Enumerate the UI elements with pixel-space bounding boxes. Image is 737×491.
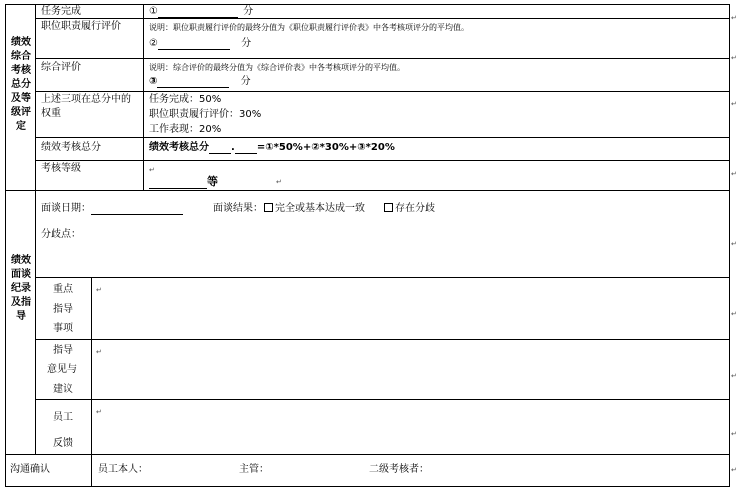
- task-circle: ①: [149, 6, 158, 17]
- section-evaluation-label: 绩效综合考核总分及等级评定: [11, 37, 31, 132]
- paragraph-mark: ↵: [96, 408, 102, 416]
- total-value-label: 绩效考核总分: [149, 142, 209, 153]
- overall-label: 综合评价: [41, 62, 81, 73]
- focus-label-1: 重点: [53, 284, 73, 295]
- interview-result-label: 面谈结果：: [213, 203, 263, 214]
- section-interview-label: 绩效面谈纪录及指导: [11, 255, 31, 322]
- divider: [35, 160, 730, 161]
- feedback-label-2: 反馈: [53, 438, 73, 449]
- divider: [5, 454, 730, 455]
- divider: [5, 190, 730, 191]
- result-option-disagree[interactable]: [382, 203, 435, 215]
- grade-field[interactable]: [149, 176, 218, 189]
- duty-circle: ②: [149, 38, 158, 49]
- task-unit: 分: [243, 6, 254, 17]
- paragraph-mark: ↵: [149, 166, 155, 174]
- paragraph-mark: ↵: [731, 372, 737, 380]
- interview-date-field[interactable]: [41, 203, 183, 215]
- focus-label-3: 事项: [53, 323, 73, 334]
- weights-label-line2: 权重: [41, 108, 61, 119]
- weight-duty: 职位职责履行评价：30%: [149, 109, 262, 120]
- overall-circle: ③: [149, 76, 158, 87]
- paragraph-mark: ↵: [731, 466, 737, 474]
- interview-date-label: 面谈日期：: [41, 203, 91, 214]
- advice-input[interactable]: [93, 341, 727, 397]
- total-label: 绩效考核总分: [41, 142, 101, 153]
- divider: [91, 277, 92, 487]
- duty-label: 职位职责履行评价: [41, 21, 121, 32]
- paragraph-mark: ↵: [731, 14, 737, 22]
- advice-label-3: 建议: [53, 384, 73, 395]
- paragraph-mark: ↵: [276, 178, 282, 186]
- divider: [35, 137, 730, 138]
- agree-option-label: 完全或基本达成一致: [275, 203, 365, 214]
- result-option-agree[interactable]: [262, 203, 365, 215]
- supervisor-signature[interactable]: 主管：: [239, 464, 269, 475]
- disagree-checkbox[interactable]: [384, 203, 393, 212]
- divider: [143, 4, 144, 190]
- task-label: 任务完成: [41, 6, 81, 17]
- paragraph-mark: ↵: [731, 100, 737, 108]
- duty-unit: 分: [241, 38, 252, 49]
- total-score-field[interactable]: [149, 142, 395, 154]
- grade-label: 考核等级: [41, 163, 81, 174]
- disagreement-label: 分歧点：: [41, 229, 81, 240]
- divider: [35, 4, 36, 190]
- overall-unit: 分: [240, 76, 251, 87]
- weight-performance: 工作表现：20%: [149, 124, 222, 135]
- divider: [35, 277, 730, 278]
- divider: [35, 399, 730, 400]
- paragraph-mark: ↵: [731, 430, 737, 438]
- paragraph-mark: ↵: [96, 348, 102, 356]
- employee-signature[interactable]: 员工本人：: [98, 464, 148, 475]
- advice-label-1: 指导: [53, 345, 73, 356]
- feedback-label-1: 员工: [53, 412, 73, 423]
- feedback-input[interactable]: [93, 401, 727, 452]
- overall-score-field[interactable]: [149, 76, 251, 88]
- divider: [35, 339, 730, 340]
- advice-label-2: 意见与: [47, 364, 77, 375]
- duty-note: 说明：职位职责履行评价的最终分值为《职位职责履行评价表》中各考核项评分的平均值。: [149, 23, 469, 32]
- paragraph-mark: ↵: [731, 310, 737, 318]
- table-border-right: [729, 4, 730, 487]
- divider: [35, 190, 36, 454]
- confirm-label: 沟通确认: [10, 464, 50, 475]
- divider: [35, 91, 730, 92]
- table-border-top: [5, 4, 730, 5]
- table-border-bottom: [5, 486, 730, 487]
- paragraph-mark: ↵: [96, 286, 102, 294]
- duty-score-field[interactable]: [149, 38, 251, 50]
- weight-task: 任务完成：50%: [149, 94, 222, 105]
- disagreement-input[interactable]: [90, 222, 720, 270]
- divider: [35, 58, 730, 59]
- divider: [35, 18, 730, 19]
- weights-label-line1: 上述三项在总分中的: [41, 94, 131, 105]
- total-formula: =①*50%+②*30%+③*20%: [256, 142, 395, 153]
- paragraph-mark: ↵: [731, 170, 737, 178]
- second-reviewer-signature[interactable]: 二级考核者：: [369, 464, 429, 475]
- overall-note: 说明：综合评价的最终分值为《综合评价表》中各考核项评分的平均值。: [149, 63, 405, 72]
- total-dot: .: [231, 142, 235, 153]
- focus-input[interactable]: [93, 279, 727, 337]
- paragraph-mark: ↵: [731, 240, 737, 248]
- agree-checkbox[interactable]: [264, 203, 273, 212]
- table-border-left: [5, 4, 6, 487]
- disagree-option-label: 存在分歧: [395, 203, 435, 214]
- grade-suffix: 等: [207, 175, 218, 188]
- paragraph-mark: ↵: [731, 54, 737, 62]
- focus-label-2: 指导: [53, 304, 73, 315]
- task-score-field[interactable]: [149, 6, 253, 18]
